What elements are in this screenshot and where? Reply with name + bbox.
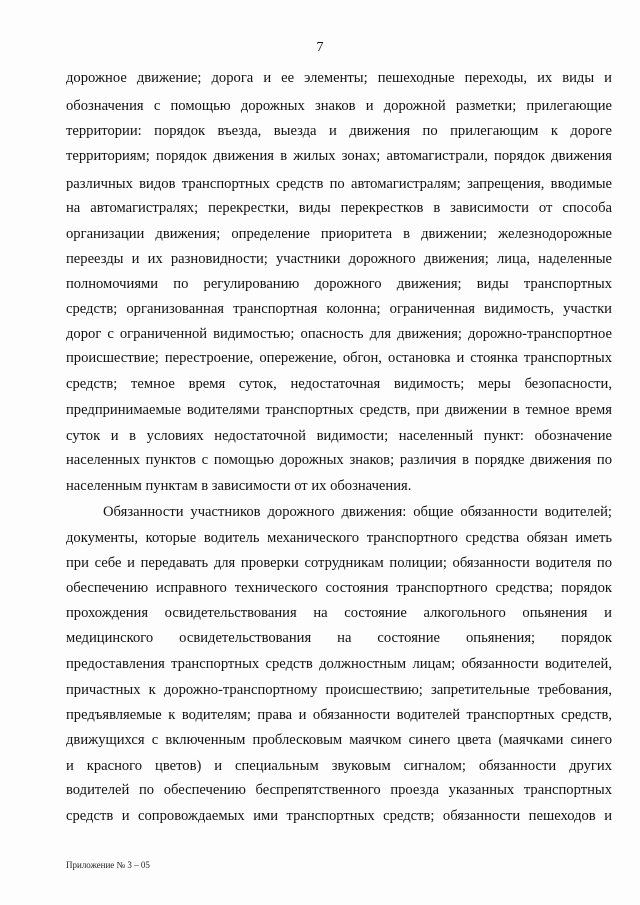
paragraph-1-line: дорог с ограниченной видимостью; опасность для движения; дорожно-транспортное bbox=[66, 326, 612, 342]
paragraph-1-line: обозначения с помощью дорожных знаков и дорожной разметки; прилегающие bbox=[66, 98, 612, 114]
paragraph-1-line: средств; организованная транспортная колонна; ограниченная видимость, участки bbox=[66, 301, 612, 317]
paragraph-2-line: обеспечению исправного технического состояния транспортного средства; порядок bbox=[66, 580, 612, 596]
paragraph-1-line: населенных пунктов с помощью дорожных знаков; различия в порядке движения по bbox=[66, 452, 612, 468]
paragraph-1-line: средств; темное время суток, недостаточная видимость; меры безопасности, bbox=[66, 376, 612, 392]
paragraph-2-line: предоставления транспортных средств должностным лицам; обязанности водителей, bbox=[66, 656, 612, 672]
paragraph-2-line: водителей по обеспечению беспрепятственного проезда указанных транспортных bbox=[66, 782, 612, 798]
paragraph-1-line: различных видов транспортных средств по автомагистралям; запрещения, вводимые bbox=[66, 176, 612, 192]
paragraph-1-line: суток и в условиях недостаточной видимости; населенный пункт: обозначение bbox=[66, 428, 612, 444]
paragraph-2-line: документы, которые водитель механического транспортного средства обязан иметь bbox=[66, 530, 612, 546]
paragraph-2-line: движущихся с включенным проблесковым маячком синего цвета (маячками синего bbox=[66, 732, 612, 748]
paragraph-1-line: предпринимаемые водителями транспортных средств, при движении в темное время bbox=[66, 402, 612, 418]
paragraph-2-line: предъявляемые к водителям; права и обязанности водителей транспортных средств, bbox=[66, 707, 612, 723]
paragraph-1-line: территориям; порядок движения в жилых зонах; автомагистрали, порядок движения bbox=[66, 148, 612, 164]
paragraph-1-line: дорожное движение; дорога и ее элементы; пешеходные переходы, их виды и bbox=[66, 70, 612, 86]
paragraph-2-line: и красного цветов) и специальным звуковым сигналом; обязанности других bbox=[66, 758, 612, 774]
paragraph-2-line: Обязанности участников дорожного движения: общие обязанности водителей; bbox=[103, 504, 612, 520]
paragraph-2-line: причастных к дорожно-транспортному происшествию; запретительные требования, bbox=[66, 682, 612, 698]
paragraph-1-line: организации движения; определение приоритета в движении; железнодорожные bbox=[66, 226, 612, 242]
paragraph-1-line: полномочиями по регулированию дорожного движения; виды транспортных bbox=[66, 276, 612, 292]
paragraph-2-line: при себе и передавать для проверки сотрудникам полиции; обязанности водителя по bbox=[66, 555, 612, 571]
paragraph-1-line: населенным пунктам в зависимости от их обозначения. bbox=[66, 478, 412, 494]
footer-note: Приложение № 3 – 05 bbox=[66, 860, 150, 870]
paragraph-1-line: территории: порядок въезда, выезда и движения по прилегающим к дороге bbox=[66, 123, 612, 139]
paragraph-2-line: прохождения освидетельствования на состояние алкогольного опьянения и bbox=[66, 605, 612, 621]
paragraph-1-line: происшествие; перестроение, опережение, обгон, остановка и стоянка транспортных bbox=[66, 350, 612, 366]
paragraph-1-line: переезды и их разновидности; участники дорожного движения; лица, наделенные bbox=[66, 251, 612, 267]
page-number: 7 bbox=[316, 40, 324, 55]
paragraph-2-line: медицинского освидетельствования на состояние опьянения; порядок bbox=[66, 630, 612, 646]
paragraph-1-line: на автомагистралях; перекрестки, виды перекрестков в зависимости от способа bbox=[66, 200, 612, 216]
paragraph-2-line: средств и сопровождаемых ими транспортных средств; обязанности пешеходов и bbox=[66, 808, 612, 824]
